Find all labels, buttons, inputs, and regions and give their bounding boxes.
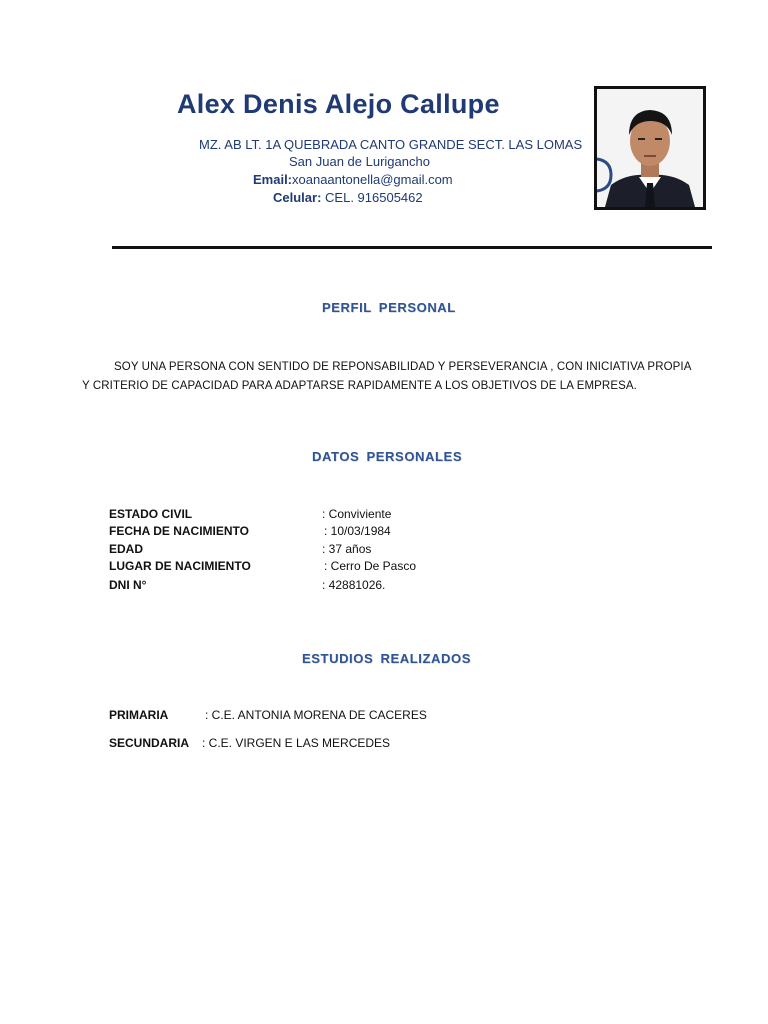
value-edad: : 37 años — [322, 542, 372, 556]
header-divider — [112, 246, 712, 249]
label-fecha-nacimiento: FECHA DE NACIMIENTO — [109, 524, 250, 538]
section-title-perfil: PERFIL PERSONAL — [322, 300, 456, 315]
label-estado-civil: ESTADO CIVIL — [109, 507, 193, 521]
section-title-datos: DATOS PERSONALES — [312, 449, 463, 464]
email-label: Email: — [253, 172, 293, 187]
email-line — [253, 172, 453, 187]
label-lugar-nacimiento: LUGAR DE NACIMIENTO — [109, 559, 251, 573]
label-primaria: PRIMARIA — [109, 708, 169, 722]
phone-value: CEL. 916505462 — [325, 190, 423, 205]
label-secundaria: SECUNDARIA — [109, 736, 190, 750]
portrait-photo-icon — [597, 89, 703, 207]
phone-line — [273, 190, 423, 205]
value-dni: : 42881026. — [322, 578, 386, 592]
value-fecha-nacimiento: : 10/03/1984 — [324, 524, 391, 538]
portrait-photo — [594, 86, 706, 210]
district-line: San Juan de Lurigancho — [289, 154, 430, 169]
candidate-name: Alex Denis Alejo Callupe — [177, 89, 500, 119]
address-line: MZ. AB LT. 1A QUEBRADA CANTO GRANDE SECT. LAS LOMAS — [199, 137, 583, 152]
phone-label: Celular: — [273, 190, 322, 205]
label-edad: EDAD — [109, 542, 144, 556]
value-secundaria: : C.E. VIRGEN E LAS MERCEDES — [202, 736, 391, 750]
value-lugar-nacimiento: : Cerro De Pasco — [324, 559, 417, 573]
profile-text-line-2: Y CRITERIO DE CAPACIDAD PARA ADAPTARSE RAPIDAMENTE A LOS OBJETIVOS DE LA EMPRESA. — [82, 380, 637, 392]
profile-text-line-1: SOY UNA PERSONA CON SENTIDO DE REPONSABILIDAD Y PERSEVERANCIA , CON INICIATIVA PROPIA — [114, 361, 692, 373]
value-primaria: : C.E. ANTONIA MORENA DE CACERES — [205, 708, 427, 722]
value-estado-civil: : Conviviente — [322, 507, 392, 521]
email-value[interactable]: xoanaantonella@gmail.com — [292, 172, 453, 187]
section-title-estudios: ESTUDIOS REALIZADOS — [302, 651, 471, 666]
label-dni: DNI N° — [109, 578, 147, 592]
